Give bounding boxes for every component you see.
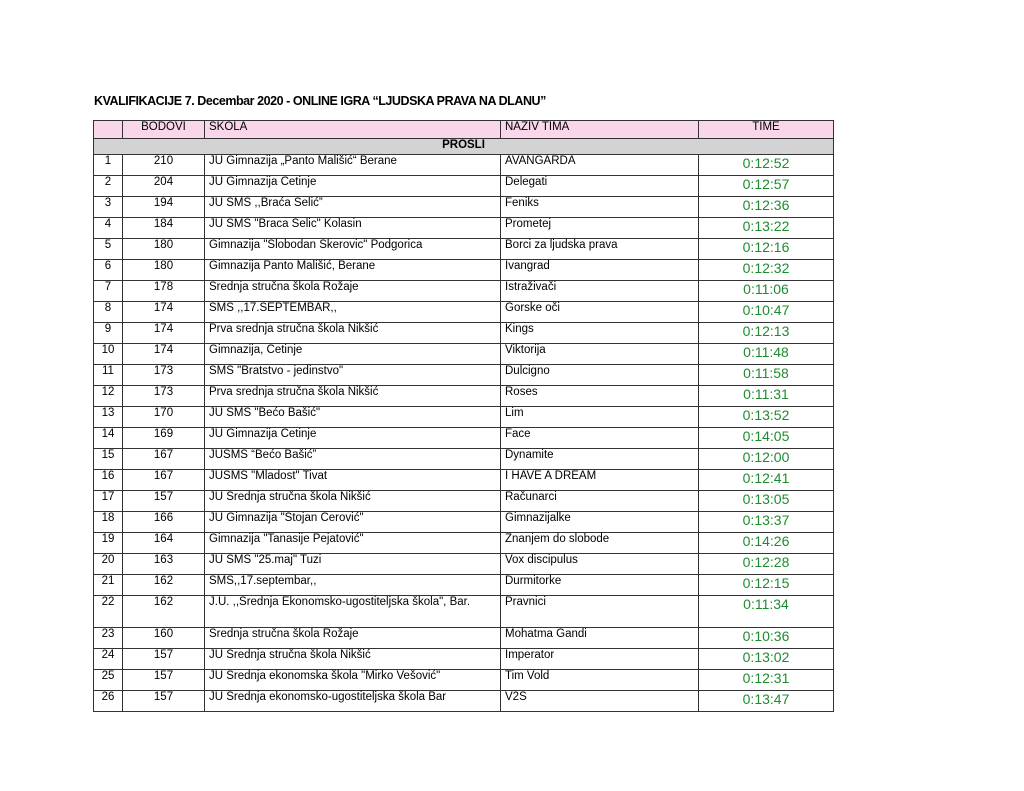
team-name-cell: Gorske oči	[501, 302, 699, 323]
time-cell: 0:10:47	[699, 302, 834, 323]
team-name-cell: I HAVE A DREAM	[501, 470, 699, 491]
table-row	[94, 155, 834, 176]
rank-cell: 22	[94, 596, 123, 628]
table-row	[94, 218, 834, 239]
points-cell: 162	[123, 596, 205, 628]
document-title: KVALIFIKACIJE 7. Decembar 2020 - ONLINE IGRA “LJUDSKA PRAVA NA DLANU”	[94, 94, 546, 108]
rank-cell: 21	[94, 575, 123, 596]
rank-cell: 3	[94, 197, 123, 218]
time-cell: 0:12:15	[699, 575, 834, 596]
table-row	[94, 197, 834, 218]
table-row	[94, 512, 834, 533]
school-cell: JU SMŠ "Bećo Bašić"	[205, 407, 501, 428]
team-name-cell: Tim Vold	[501, 670, 699, 691]
points-cell: 174	[123, 344, 205, 365]
table-row	[94, 449, 834, 470]
time-cell: 0:11:31	[699, 386, 834, 407]
rank-cell: 7	[94, 281, 123, 302]
section-row	[94, 139, 834, 155]
table-row	[94, 649, 834, 670]
school-cell: JU Gimnazija „Panto Mališić“ Berane	[205, 155, 501, 176]
table-row	[94, 176, 834, 197]
school-cell: SMŠ "Bratstvo - jedinstvo"	[205, 365, 501, 386]
team-name-cell: Dynamite	[501, 449, 699, 470]
header-rank	[94, 121, 123, 139]
table-row	[94, 428, 834, 449]
school-cell: JU Srednja stručna škola Nikšić	[205, 491, 501, 512]
time-cell: 0:11:34	[699, 596, 834, 628]
time-cell: 0:14:26	[699, 533, 834, 554]
school-cell: SMŠ,,17.septembar,,	[205, 575, 501, 596]
school-cell: J.U. ,,Srednja Ekonomsko-ugostiteljska škola", Bar.	[205, 596, 501, 628]
table-row	[94, 407, 834, 428]
table-row	[94, 344, 834, 365]
team-name-cell: V2Š	[501, 691, 699, 712]
team-name-cell: Dulcigno	[501, 365, 699, 386]
team-name-cell: Pravnici	[501, 596, 699, 628]
points-cell: 164	[123, 533, 205, 554]
results-table	[93, 120, 834, 712]
school-cell: JU Gimnazija Cetinje	[205, 428, 501, 449]
rank-cell: 12	[94, 386, 123, 407]
team-name-cell: Kings	[501, 323, 699, 344]
rank-cell: 4	[94, 218, 123, 239]
points-cell: 167	[123, 470, 205, 491]
rank-cell: 9	[94, 323, 123, 344]
table-row	[94, 386, 834, 407]
rank-cell: 24	[94, 649, 123, 670]
rank-cell: 6	[94, 260, 123, 281]
points-cell: 157	[123, 649, 205, 670]
time-cell: 0:13:22	[699, 218, 834, 239]
school-cell: JU SMŠ "25.maj" Tuzi	[205, 554, 501, 575]
table-row	[94, 533, 834, 554]
table-row	[94, 670, 834, 691]
table-row	[94, 691, 834, 712]
points-cell: 204	[123, 176, 205, 197]
header-points: BODOVI	[123, 121, 205, 139]
points-cell: 157	[123, 670, 205, 691]
school-cell: Gimnazija, Cetinje	[205, 344, 501, 365]
header-school: SKOLA	[205, 121, 501, 139]
points-cell: 174	[123, 323, 205, 344]
header-row	[94, 121, 834, 139]
team-name-cell: Roses	[501, 386, 699, 407]
team-name-cell: Borci za ljudska prava	[501, 239, 699, 260]
rank-cell: 8	[94, 302, 123, 323]
team-name-cell: Mohatma Gandi	[501, 628, 699, 649]
school-cell: JU SMS "Braca Selic" Kolasin	[205, 218, 501, 239]
points-cell: 157	[123, 491, 205, 512]
team-name-cell: Računarci	[501, 491, 699, 512]
time-cell: 0:13:05	[699, 491, 834, 512]
section-label: PROSLI	[94, 139, 834, 155]
school-cell: Gimnazija Panto Mališić, Berane	[205, 260, 501, 281]
points-cell: 162	[123, 575, 205, 596]
time-cell: 0:12:16	[699, 239, 834, 260]
table-row	[94, 302, 834, 323]
school-cell: JUSMŠ “Bećo Bašić”	[205, 449, 501, 470]
rank-cell: 2	[94, 176, 123, 197]
time-cell: 0:11:58	[699, 365, 834, 386]
school-cell: Srednja stručna škola Rožaje	[205, 281, 501, 302]
table-row	[94, 281, 834, 302]
points-cell: 163	[123, 554, 205, 575]
team-name-cell: Znanjem do slobode	[501, 533, 699, 554]
team-name-cell: Viktorija	[501, 344, 699, 365]
school-cell: JU Srednja ekonomsko-ugostiteljska škola Bar	[205, 691, 501, 712]
time-cell: 0:11:06	[699, 281, 834, 302]
school-cell: JU SMŠ ,,Braća Selić”	[205, 197, 501, 218]
team-name-cell: Lim	[501, 407, 699, 428]
time-cell: 0:12:28	[699, 554, 834, 575]
team-name-cell: Gimnazijalke	[501, 512, 699, 533]
school-cell: Gimnazija "Tanasije Pejatović"	[205, 533, 501, 554]
points-cell: 166	[123, 512, 205, 533]
header-team-name: NAZIV TIMA	[501, 121, 699, 139]
table-row	[94, 628, 834, 649]
points-cell: 170	[123, 407, 205, 428]
rank-cell: 5	[94, 239, 123, 260]
team-name-cell: Vox discipulus	[501, 554, 699, 575]
rank-cell: 15	[94, 449, 123, 470]
rank-cell: 26	[94, 691, 123, 712]
rank-cell: 14	[94, 428, 123, 449]
points-cell: 184	[123, 218, 205, 239]
rank-cell: 13	[94, 407, 123, 428]
points-cell: 167	[123, 449, 205, 470]
rank-cell: 20	[94, 554, 123, 575]
points-cell: 173	[123, 386, 205, 407]
time-cell: 0:12:32	[699, 260, 834, 281]
points-cell: 173	[123, 365, 205, 386]
time-cell: 0:13:47	[699, 691, 834, 712]
time-cell: 0:14:05	[699, 428, 834, 449]
time-cell: 0:10:36	[699, 628, 834, 649]
school-cell: JU Srednja stručna škola Nikšić	[205, 649, 501, 670]
points-cell: 194	[123, 197, 205, 218]
school-cell: JU Gimnazija Cetinje	[205, 176, 501, 197]
time-cell: 0:12:57	[699, 176, 834, 197]
points-cell: 178	[123, 281, 205, 302]
time-cell: 0:12:52	[699, 155, 834, 176]
school-cell: Gimnazija "Slobodan Skerovic" Podgorica	[205, 239, 501, 260]
rank-cell: 1	[94, 155, 123, 176]
rank-cell: 25	[94, 670, 123, 691]
points-cell: 210	[123, 155, 205, 176]
time-cell: 0:12:13	[699, 323, 834, 344]
time-cell: 0:13:02	[699, 649, 834, 670]
team-name-cell: Ivangrad	[501, 260, 699, 281]
table-row	[94, 575, 834, 596]
team-name-cell: Prometej	[501, 218, 699, 239]
points-cell: 180	[123, 260, 205, 281]
time-cell: 0:11:48	[699, 344, 834, 365]
table-row	[94, 323, 834, 344]
points-cell: 180	[123, 239, 205, 260]
rank-cell: 10	[94, 344, 123, 365]
points-cell: 169	[123, 428, 205, 449]
team-name-cell: Istraživači	[501, 281, 699, 302]
team-name-cell: Durmitorke	[501, 575, 699, 596]
rank-cell: 18	[94, 512, 123, 533]
table-row	[94, 470, 834, 491]
team-name-cell: Face	[501, 428, 699, 449]
time-cell: 0:13:52	[699, 407, 834, 428]
school-cell: JUSMŠ "Mladost" Tivat	[205, 470, 501, 491]
table-row	[94, 260, 834, 281]
points-cell: 160	[123, 628, 205, 649]
rank-cell: 23	[94, 628, 123, 649]
school-cell: SMŠ ,,17.SEPTEMBAR,,	[205, 302, 501, 323]
rank-cell: 19	[94, 533, 123, 554]
school-cell: JU Srednja ekonomska škola "Mirko Vešović"	[205, 670, 501, 691]
points-cell: 174	[123, 302, 205, 323]
team-name-cell: Feniks	[501, 197, 699, 218]
table-row	[94, 365, 834, 386]
time-cell: 0:12:00	[699, 449, 834, 470]
school-cell: JU Gimnazija "Stojan Cerović"	[205, 512, 501, 533]
table-row	[94, 596, 834, 628]
table-row	[94, 239, 834, 260]
time-cell: 0:12:36	[699, 197, 834, 218]
team-name-cell: AVANGARDA	[501, 155, 699, 176]
school-cell: Prva srednja stručna škola Nikšić	[205, 323, 501, 344]
school-cell: Srednja stručna škola Rožaje	[205, 628, 501, 649]
time-cell: 0:13:37	[699, 512, 834, 533]
team-name-cell: Delegati	[501, 176, 699, 197]
table-row	[94, 491, 834, 512]
time-cell: 0:12:31	[699, 670, 834, 691]
results-body	[94, 139, 834, 712]
rank-cell: 16	[94, 470, 123, 491]
school-cell: Prva srednja stručna škola Nikšić	[205, 386, 501, 407]
rank-cell: 17	[94, 491, 123, 512]
time-cell: 0:12:41	[699, 470, 834, 491]
header-time: TIME	[699, 121, 834, 139]
points-cell: 157	[123, 691, 205, 712]
table-row	[94, 554, 834, 575]
team-name-cell: Imperator	[501, 649, 699, 670]
rank-cell: 11	[94, 365, 123, 386]
